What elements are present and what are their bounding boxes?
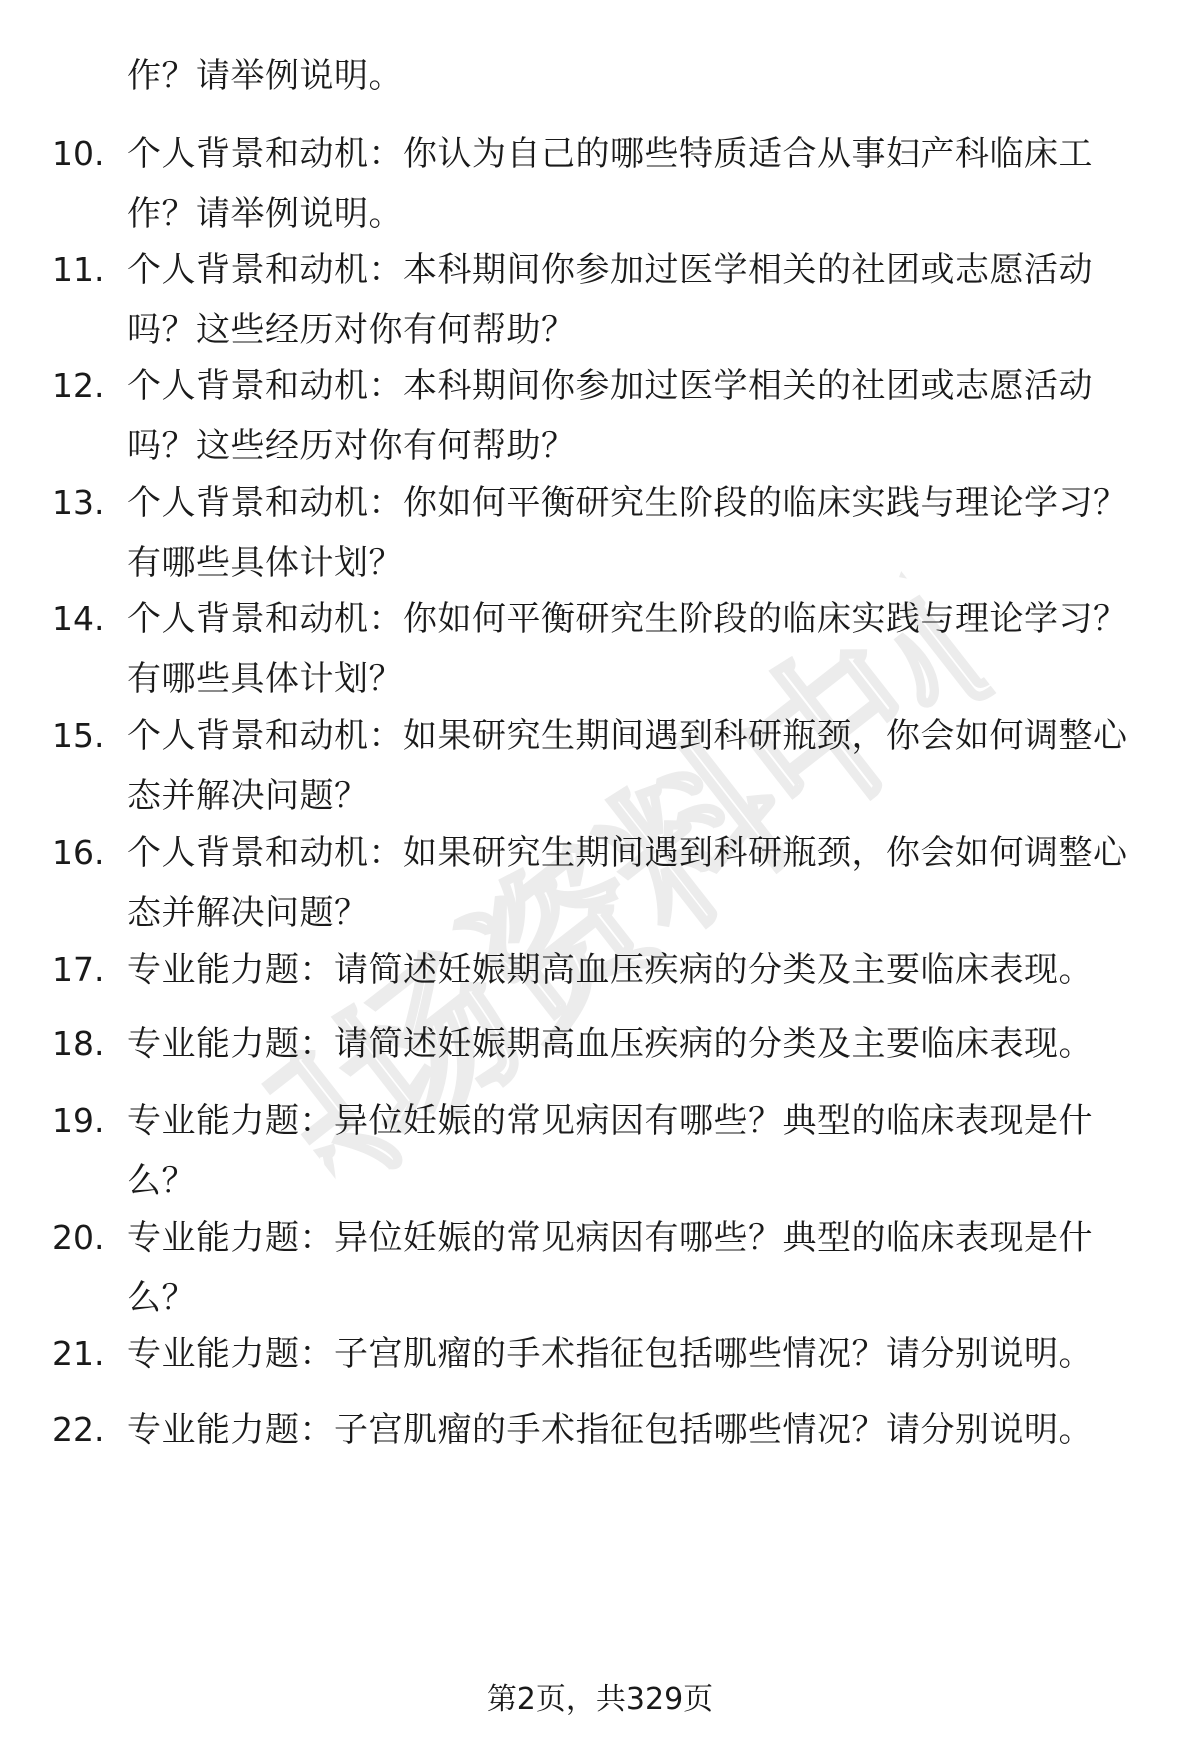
page-footer: 第2页，共329页 (486, 1682, 714, 1717)
question-text: 专业能力题：异位妊娠的常见病因有哪些？典型的临床表现是什么？ (127, 1218, 1093, 1318)
question-number: 13. (52, 483, 105, 522)
question-text: 个人背景和动机：本科期间你参加过医学相关的社团或志愿活动吗？这些经历对你有何帮助？ (127, 250, 1093, 350)
question-text: 专业能力题：子宫肌瘤的手术指征包括哪些情况？请分别说明。 (127, 1410, 1093, 1450)
question-number: 15. (52, 716, 105, 755)
question-number: 17. (52, 950, 105, 989)
question-text: 个人背景和动机：你如何平衡研究生阶段的临床实践与理论学习？有哪些具体计划？ (127, 483, 1128, 583)
question-text: 专业能力题：子宫肌瘤的手术指征包括哪些情况？请分别说明。 (127, 1334, 1093, 1374)
question-text: 专业能力题：请简述妊娠期高血压疾病的分类及主要临床表现。 (127, 1024, 1093, 1064)
question-number: 21. (52, 1334, 105, 1373)
question-text: 个人背景和动机：你如何平衡研究生阶段的临床实践与理论学习？有哪些具体计划？ (127, 599, 1128, 699)
continuation-text: 作？请举例说明。 (127, 56, 403, 96)
watermark-text: 职场资料中心 (226, 535, 1034, 1245)
question-number: 18. (52, 1024, 105, 1063)
question-number: 10. (52, 134, 105, 173)
question-number: 20. (52, 1218, 105, 1257)
question-number: 12. (52, 366, 105, 405)
question-text: 个人背景和动机：如果研究生期间遇到科研瓶颈，你会如何调整心态并解决问题？ (127, 833, 1128, 933)
question-text: 个人背景和动机：你认为自己的哪些特质适合从事妇产科临床工作？请举例说明。 (127, 134, 1093, 234)
question-number: 16. (52, 833, 105, 872)
question-number: 19. (52, 1101, 105, 1140)
question-number: 11. (52, 250, 105, 289)
question-text: 专业能力题：异位妊娠的常见病因有哪些？典型的临床表现是什么？ (127, 1101, 1093, 1201)
question-text: 个人背景和动机：如果研究生期间遇到科研瓶颈，你会如何调整心态并解决问题？ (127, 716, 1128, 816)
question-text: 个人背景和动机：本科期间你参加过医学相关的社团或志愿活动吗？这些经历对你有何帮助？ (127, 366, 1093, 466)
question-number: 14. (52, 599, 105, 638)
question-number: 22. (52, 1410, 105, 1449)
question-text: 专业能力题：请简述妊娠期高血压疾病的分类及主要临床表现。 (127, 950, 1093, 990)
